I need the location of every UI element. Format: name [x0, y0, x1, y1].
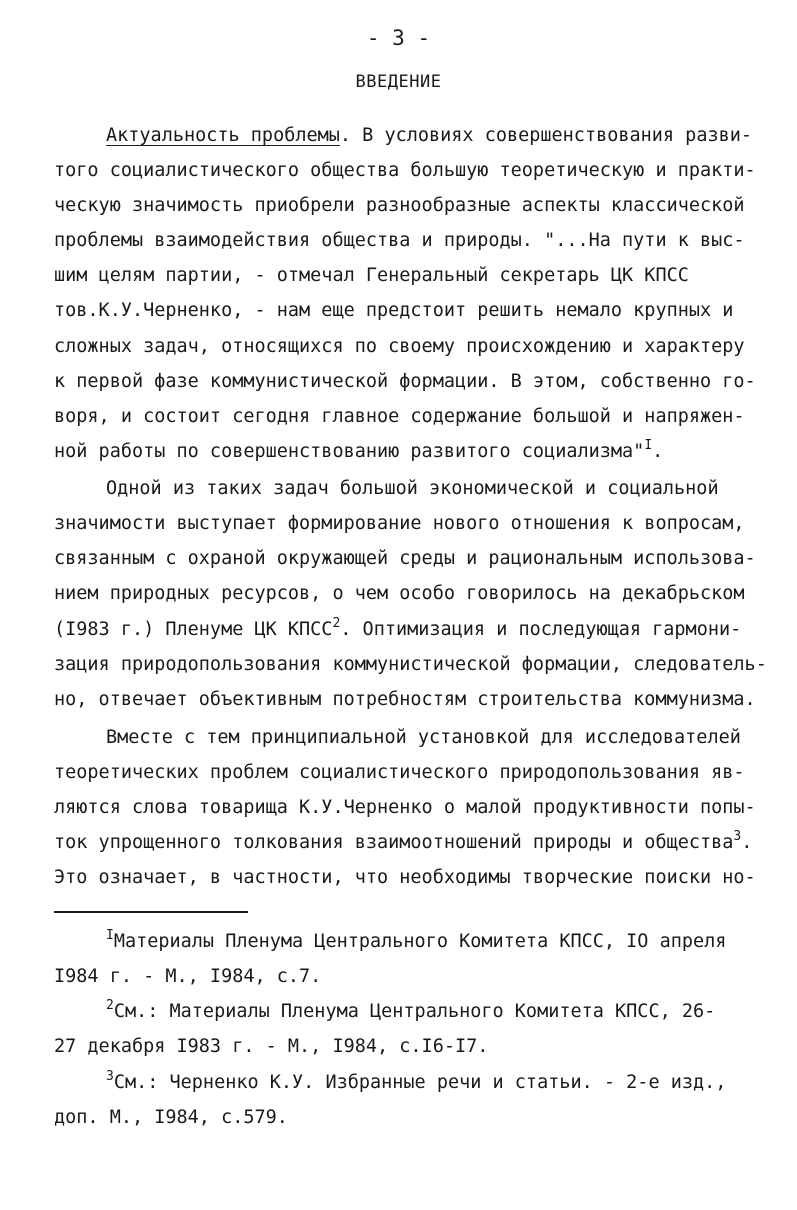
footnote-ref-1: I [644, 438, 653, 453]
paragraph-3-line-5: Это означает, в частности, что необходимы творческие поиски но- [54, 867, 756, 888]
section-heading: ВВЕДЕНИЕ [355, 72, 442, 92]
footnote-2-line-2: 27 декабря I983 г. - М., I984, с.I6-I7. [54, 1036, 489, 1057]
footnote-3-line-1: $^3$См.: Черненко К.У. Избранные речи и статьи. - 2-е изд., [106, 1069, 727, 1093]
paragraph-1-line-10: ной работы по совершенствованию развитого социализма"$^I$. [54, 438, 664, 462]
paragraph-3-line-4: ток упрощенного толкования взаимоотношений природы и общества$^3$. [54, 829, 753, 853]
paragraph-1-line-3: ческую значимость приобрели разнообразные аспекты классической [54, 195, 745, 216]
paragraph-2-line-1: Одной из таких задач большой экономической и социальной [106, 478, 719, 499]
paragraph-1-line-6: тов.К.У.Черненко, - нам еще предстоит решить немало крупных и [54, 300, 734, 321]
paragraph-1-line-5: шим целям партии, - отмечал Генеральный секретарь ЦК КПСС [54, 265, 689, 286]
paragraph-1-line-7: сложных задач, относящихся по своему происхождению и характеру [54, 336, 745, 357]
paragraph-3-line-2: теоретических проблем социалистического природопользования яв- [54, 762, 745, 783]
paragraph-1-line-1: Актуальность проблемы. В условиях совершенствования разви- [106, 125, 753, 146]
footnote-1-line-2: I984 г. - М., I984, с.7. [54, 966, 322, 987]
footnote-divider [54, 911, 248, 913]
paragraph-1-line-9: воря, и состоит сегодня главное содержание большой и напряжен- [54, 406, 745, 427]
paragraph-2-line-5: (I983 г.) Пленуме ЦК КПСС$^2$. Оптимизация и последующая гармони- [54, 616, 742, 640]
paragraph-1-line-2: того социалистического общества большую теоретическую и практи- [54, 160, 756, 181]
paragraph-2-line-6: зация природопользования коммунистической формации, следователь- [54, 654, 767, 675]
paragraph-3-line-3: ляются слова товарища К.У.Черненко о малой продуктивности попы- [54, 797, 756, 818]
paragraph-2-line-2: значимости выступает формирование нового отношения к вопросам, [54, 513, 745, 534]
page-number: - 3 - [366, 26, 431, 50]
footnote-ref-2: 2 [332, 616, 341, 631]
footnote-2-line-1: $^2$См.: Материалы Пленума Центрального Комитета КПСС, 26- [106, 998, 716, 1022]
paragraph-3-line-1: Вместе с тем принципиальной установкой для исследователей [106, 727, 741, 748]
paragraph-2-line-7: но, отвечает объективным потребностям строительства коммунизма. [54, 689, 756, 710]
footnote-1-line-1: $^I$Материалы Пленума Центрального Комитета КПСС, IО апреля [106, 928, 727, 952]
footnote-3-line-2: доп. М., I984, с.579. [54, 1107, 288, 1128]
lead-phrase: Актуальность проблемы [106, 125, 340, 146]
footnote-ref-3: 3 [733, 829, 742, 844]
paragraph-1-line-8: к первой фазе коммунистической формации. В этом, собственно го- [54, 371, 756, 392]
paragraph-1-line-4: проблемы взаимодействия общества и природы. "...На пути к выс- [54, 230, 745, 251]
paragraph-2-line-4: нием природных ресурсов, о чем особо говорилось на декабрьском [54, 583, 745, 604]
paragraph-2-line-3: связанным с охраной окружающей среды и рациональным использова- [54, 548, 756, 569]
